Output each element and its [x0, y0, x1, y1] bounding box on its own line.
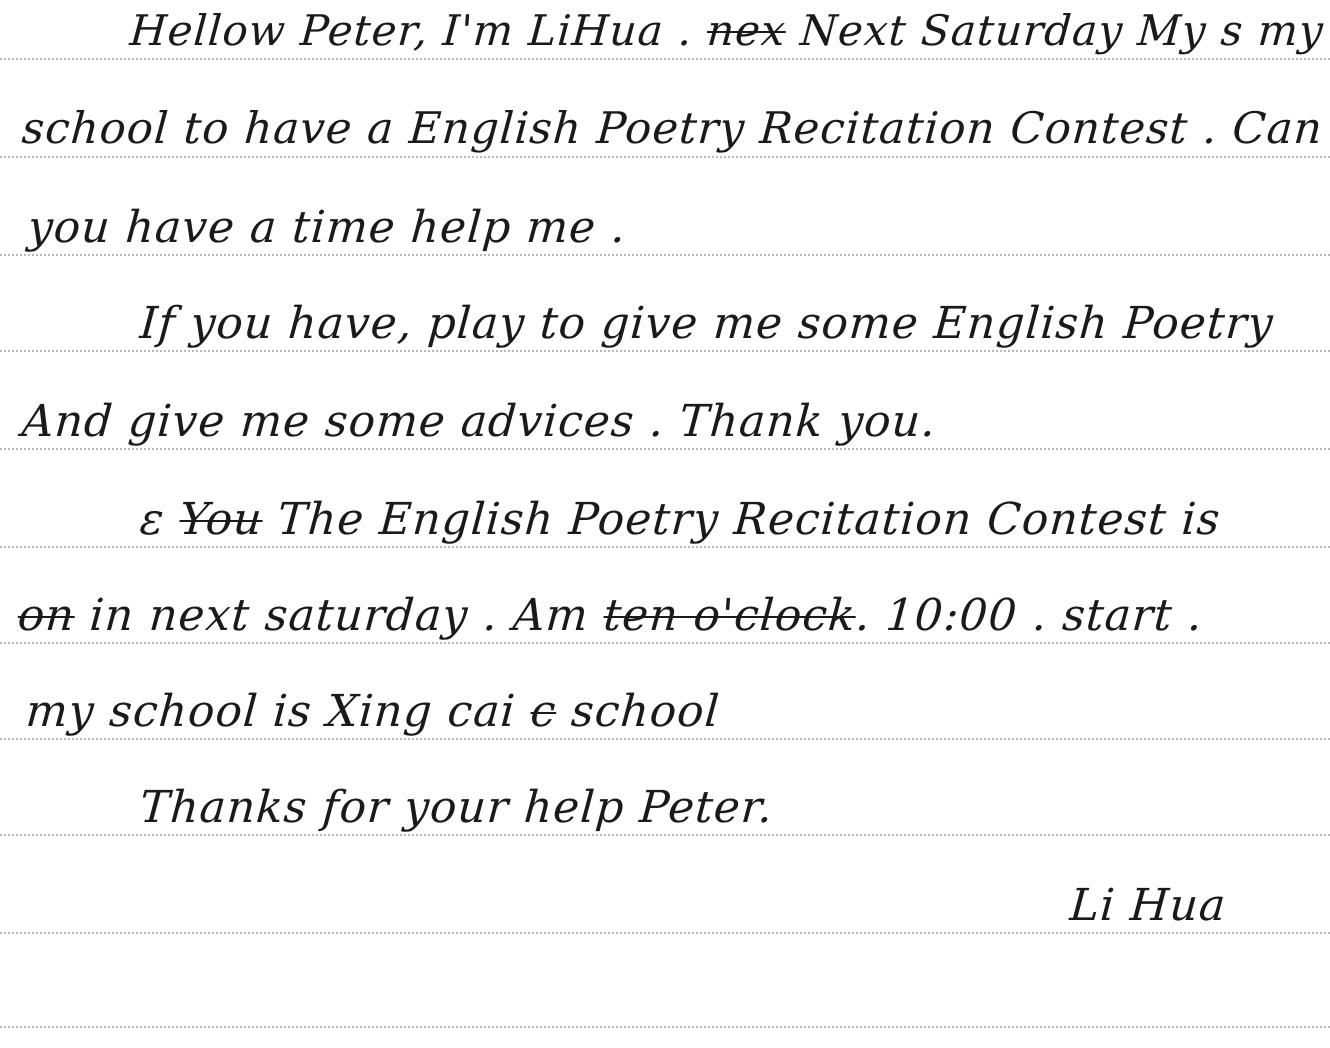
letter-line: [20, 104, 1324, 154]
ruled-line: [0, 350, 1330, 352]
letter-line: [128, 6, 1325, 55]
struck-word: nex: [705, 6, 788, 55]
letter-line: [26, 202, 628, 253]
ruled-line: [0, 1026, 1330, 1028]
line-segment: school to have a English Poetry Recitation Contest . Can: [20, 104, 1325, 154]
letter-line: [24, 686, 721, 737]
struck-word: You: [177, 494, 265, 545]
line-segment: school: [554, 686, 722, 737]
line-segment: . 10:00 . start .: [853, 590, 1205, 641]
struck-word: ten o'clock: [601, 590, 858, 641]
letter-line: [138, 298, 1275, 349]
ruled-line: [0, 254, 1330, 256]
line-segment: in next saturday . Am: [73, 590, 606, 641]
ruled-line: [0, 738, 1330, 740]
line-segment: The English Poetry Recitation Contest is: [260, 494, 1223, 545]
ruled-line: [0, 156, 1330, 158]
line-segment: If you have, play to give me some English Poetry: [138, 298, 1276, 349]
ruled-line: [0, 642, 1330, 644]
letter-line: [138, 494, 1222, 545]
ruled-line: [0, 834, 1330, 836]
letter-line: [16, 590, 1204, 641]
ruled-line: [0, 448, 1330, 450]
signature: Li Hua: [1068, 880, 1229, 931]
line-segment: Next Saturday My s my: [784, 6, 1326, 55]
struck-word: on: [16, 590, 77, 641]
ruled-line: [0, 58, 1330, 60]
struck-word: c: [528, 686, 559, 737]
ruled-line: [0, 932, 1330, 934]
line-segment: And give me some advices . Thank you.: [20, 396, 938, 447]
letter-line: [20, 396, 938, 447]
line-segment: Thanks for your help Peter.: [138, 782, 775, 833]
line-segment: my school is Xing cai: [24, 686, 533, 737]
letter-line: [138, 782, 775, 833]
ruled-line: [0, 546, 1330, 548]
line-segment: you have a time help me .: [26, 202, 628, 253]
line-segment: ɛ: [138, 494, 182, 545]
line-segment: Hellow Peter, I'm LiHua .: [128, 6, 709, 55]
